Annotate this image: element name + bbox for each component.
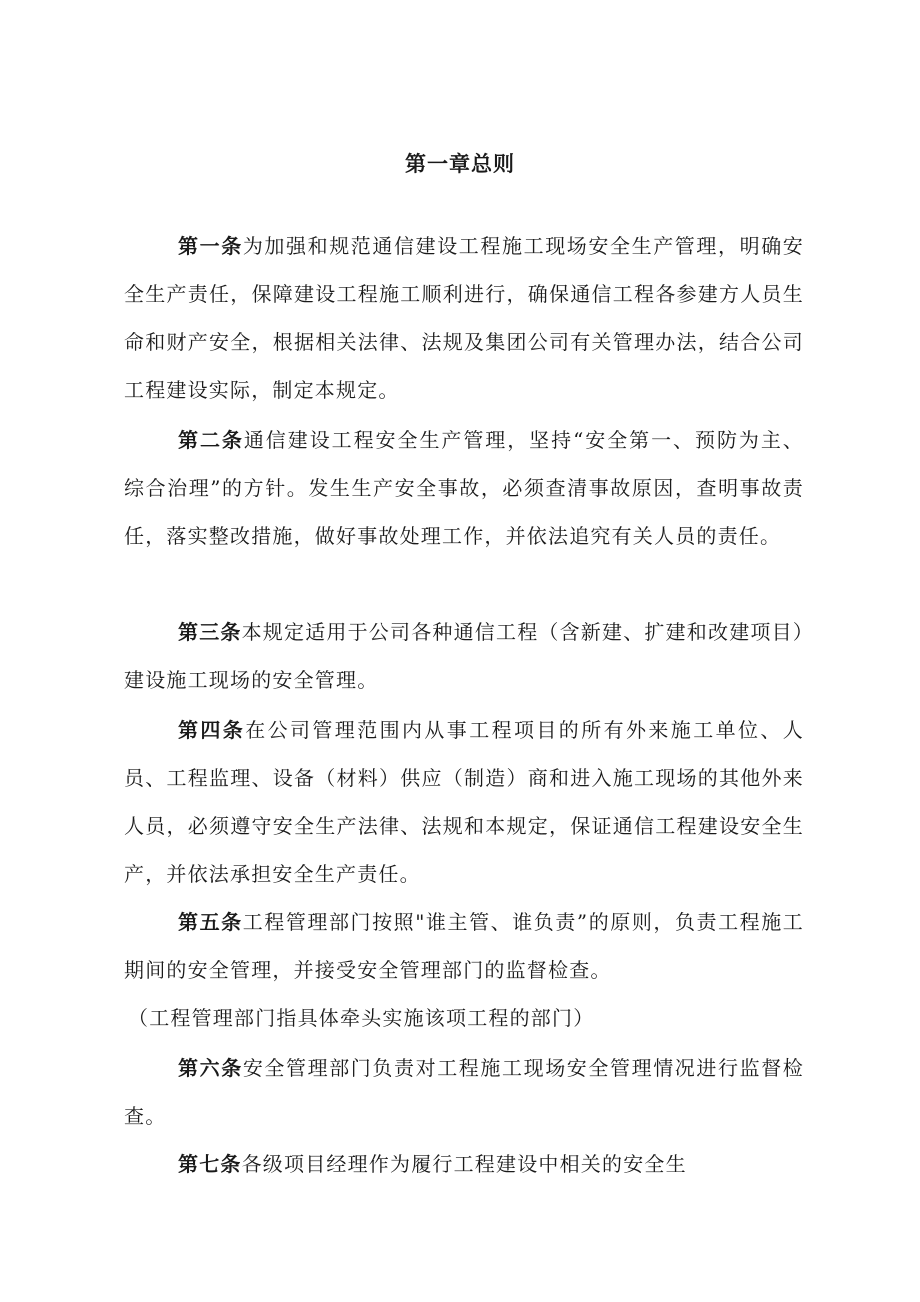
chapter-title: 第一章总则: [405, 151, 515, 176]
article-5-note: （工程管理部门指具体牵头实施该项工程的部门）: [128, 1006, 595, 1030]
article-6-text: 安全管理部门负责对工程施工现场安全管理情况进行监督检查。: [124, 1056, 805, 1128]
article-6: [124, 1044, 804, 1140]
article-4-lead: 第四条: [178, 718, 246, 742]
article-7-lead: 第七条: [178, 1152, 242, 1176]
article-1: [124, 222, 804, 414]
article-2-text: 通信建设工程安全生产管理，坚持“安全第一、预防为主、综合治理”的方针。发生生产安全事故，必须查清事故原因，查明事故责任，落实整改措施，做好事故处理工作，并依法追究有关人员的责任。: [124, 428, 804, 548]
article-5-text: 工程管理部门按照"谁主管、谁负责”的原则，负责工程施工期间的安全管理，并接受安全管理部门的监督检查。: [124, 910, 804, 982]
article-7: [124, 1140, 804, 1188]
article-6-lead: 第六条: [178, 1056, 243, 1080]
article-5: [124, 898, 804, 994]
article-3: [124, 608, 804, 704]
article-4: [124, 706, 804, 898]
article-5-lead: 第五条: [178, 910, 243, 934]
article-3-text: 本规定适用于公司各种通信工程（含新建、扩建和改建项目）建设施工现场的安全管理。: [124, 620, 805, 692]
article-3-lead: 第三条: [178, 620, 242, 644]
article-2: [124, 416, 804, 560]
article-4-text: 在公司管理范围内从事工程项目的所有外来施工单位、人员、工程监理、设备（材料）供应（制造）商和进入施工现场的其他外来人员，必须遵守安全生产法律、法规和本规定，保证通信工程建设安全生产，并依法承担安全生产责任。: [124, 718, 804, 886]
article-1-lead: 第一条: [178, 234, 243, 258]
article-2-lead: 第二条: [178, 428, 244, 452]
article-7-text: 各级项目经理作为履行工程建设中相关的安全生: [241, 1152, 687, 1176]
article-1-text: 为加强和规范通信建设工程施工现场安全生产管理，明确安全生产责任，保障建设工程施工顺利进行，确保通信工程各参建方人员生命和财产安全，根据相关法律、法规及集团公司有关管理办法，结合公司工程建设实际，制定本规定。: [124, 234, 805, 402]
